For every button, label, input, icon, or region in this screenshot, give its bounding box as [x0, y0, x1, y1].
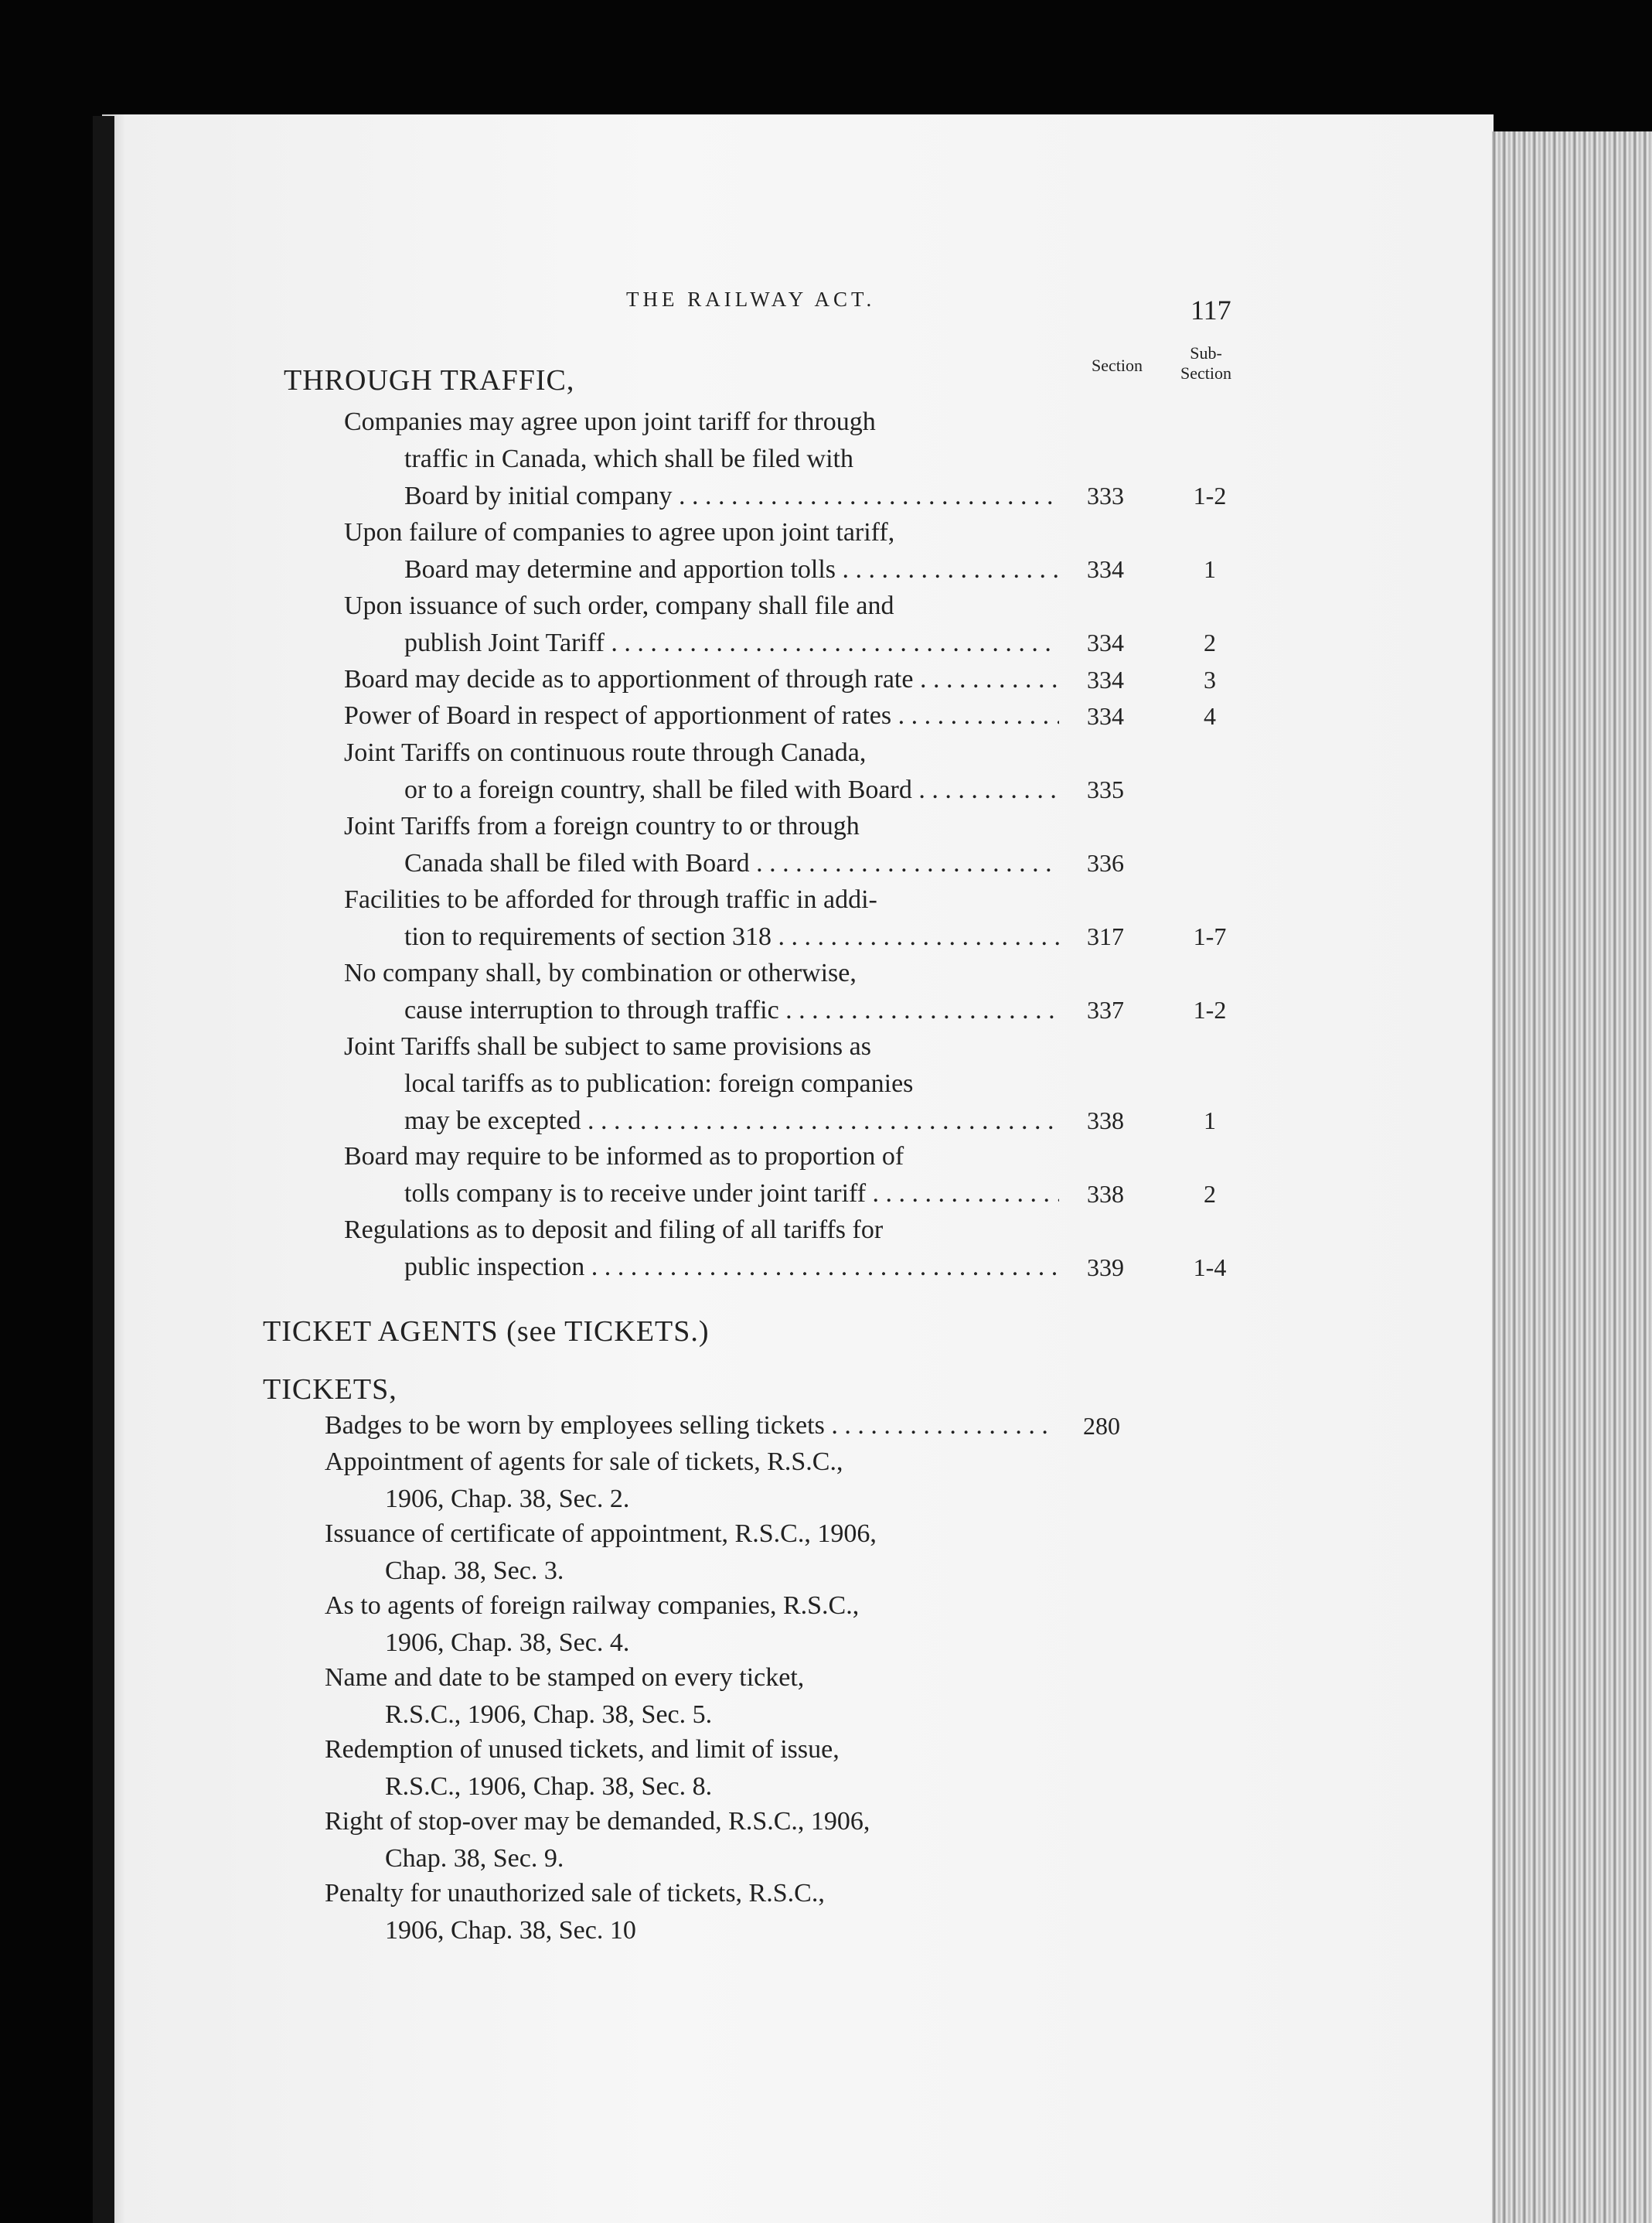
book-binding-shadow — [93, 116, 114, 2223]
index-entry — [325, 1659, 1055, 1734]
index-entry-text: tolls company is to receive under joint tariff . . . — [404, 1179, 1059, 1208]
index-entry-text: 1906, Chap. 38, Sec. 2. — [385, 1484, 630, 1513]
index-entry-text: Issuance of certificate of appointment, R.S.C., 1906, — [325, 1519, 877, 1548]
subsection-column-header-line1: Sub- — [1190, 343, 1222, 363]
index-entry-line — [344, 1138, 1059, 1175]
index-entry — [344, 661, 1059, 698]
index-entry-line — [344, 808, 1059, 845]
index-entry-text: Redemption of unused tickets, and limit of issue, — [325, 1734, 840, 1764]
category-heading-tickets: TICKETS, — [263, 1373, 397, 1406]
index-entry-line — [344, 404, 1059, 441]
subsection-number: 1-7 — [1193, 922, 1227, 950]
index-entry — [344, 1138, 1059, 1212]
category-heading-through-traffic: THROUGH TRAFFIC, — [284, 364, 575, 397]
section-number: 338 — [1087, 1179, 1124, 1208]
index-entry-text: R.S.C., 1906, Chap. 38, Sec. 8. — [385, 1771, 713, 1801]
index-entry — [344, 514, 1059, 588]
index-entry-line — [325, 1553, 1055, 1590]
index-entry — [344, 697, 1059, 735]
index-entry — [325, 1587, 1055, 1662]
index-entry-text: Chap. 38, Sec. 9. — [385, 1843, 564, 1873]
section-number: 280 — [1083, 1412, 1120, 1440]
index-entry — [344, 1028, 1059, 1140]
subsection-number: 1-2 — [1193, 996, 1227, 1024]
index-entry-line — [344, 625, 1059, 662]
index-entry — [344, 955, 1059, 1029]
index-entry-text: Companies may agree upon joint tariff for through — [344, 407, 876, 436]
index-entry-text: Canada shall be filed with Board . . . — [404, 849, 1059, 878]
index-entry — [325, 1516, 1055, 1590]
index-entry-line — [344, 478, 1059, 515]
index-entry-text: Right of stop-over may be demanded, R.S.C., 1906, — [325, 1806, 870, 1836]
index-entry-line — [344, 441, 1059, 478]
index-entry-line — [344, 1103, 1059, 1140]
index-entry-line — [344, 919, 1059, 956]
page-edges-stack — [1492, 131, 1652, 2223]
subsection-number: 3 — [1204, 665, 1216, 694]
index-entry-text: R.S.C., 1906, Chap. 38, Sec. 5. — [385, 1700, 713, 1729]
section-number: 337 — [1087, 996, 1124, 1024]
index-entry-text: Power of Board in respect of apportionment of rates . . . — [344, 701, 1059, 730]
index-entry — [325, 1875, 1055, 1949]
index-entry-line — [325, 1587, 1055, 1625]
subsection-column-header-line2: Section — [1180, 363, 1231, 383]
index-entry-text: Board by initial company . . . — [404, 482, 1059, 510]
index-entry-text: Regulations as to deposit and filing of all tariffs for — [344, 1215, 884, 1244]
index-entry-line — [344, 881, 1059, 919]
index-entry — [344, 1212, 1059, 1286]
index-entry-text: No company shall, by combination or otherwise, — [344, 958, 857, 987]
index-entry-line — [325, 1840, 1055, 1877]
index-entry-line — [344, 1028, 1059, 1065]
section-number: 334 — [1087, 702, 1124, 730]
index-entry-line — [344, 661, 1059, 698]
index-entry-line — [344, 845, 1059, 882]
index-entry-text: cause interruption to through traffic . . . — [404, 996, 1059, 1025]
subsection-number: 1 — [1204, 1106, 1216, 1134]
index-entry-line — [325, 1768, 1055, 1805]
index-entry-text: 1906, Chap. 38, Sec. 10 — [385, 1915, 636, 1945]
section-number: 336 — [1087, 849, 1124, 877]
subsection-number: 1-2 — [1193, 482, 1227, 510]
index-entry-line — [325, 1407, 1055, 1444]
section-number: 338 — [1087, 1106, 1124, 1134]
index-entry-line — [344, 1212, 1059, 1249]
index-entry-line — [344, 772, 1059, 809]
index-entry-line — [344, 1249, 1059, 1286]
index-entry-line — [325, 1696, 1055, 1734]
index-entry — [344, 404, 1059, 515]
page-number: 117 — [1190, 295, 1231, 326]
section-number: 317 — [1087, 922, 1124, 950]
index-entry-line — [325, 1803, 1055, 1840]
index-entry-text: public inspection . . . — [404, 1253, 1059, 1281]
index-entry-text: may be excepted . . . — [404, 1106, 1059, 1135]
index-entry-line — [325, 1516, 1055, 1553]
index-entry-text: Board may decide as to apportionment of through rate . . . — [344, 665, 1059, 694]
index-entry-text: Name and date to be stamped on every ticket, — [325, 1662, 805, 1692]
subsection-number: 1 — [1204, 555, 1216, 583]
index-entry — [344, 588, 1059, 662]
index-entry-line — [344, 697, 1059, 735]
subsection-number: 1-4 — [1193, 1253, 1227, 1281]
index-entry-text: traffic in Canada, which shall be filed with — [404, 445, 853, 473]
section-number: 334 — [1087, 629, 1124, 656]
index-entry — [325, 1407, 1055, 1444]
index-entry-line — [325, 1912, 1055, 1949]
index-entry-text: local tariffs as to publication: foreign companies — [404, 1069, 914, 1098]
index-entry-line — [344, 992, 1059, 1029]
index-entry-text: Appointment of agents for sale of tickets, R.S.C., — [325, 1447, 843, 1476]
index-entry-text: Board may require to be informed as to proportion of — [344, 1142, 904, 1171]
index-entry-line — [344, 514, 1059, 551]
subsection-number: 2 — [1204, 629, 1216, 656]
index-entry — [325, 1444, 1055, 1518]
category-heading-ticket-agents: TICKET AGENTS (see TICKETS.) — [263, 1315, 710, 1348]
index-entry-line — [344, 588, 1059, 625]
index-entry — [344, 881, 1059, 956]
index-entry-text: Badges to be worn by employees selling tickets . . . — [325, 1411, 1055, 1440]
index-entry-text: Board may determine and apportion tolls . . . — [404, 555, 1059, 584]
index-entry-text: Facilities to be afforded for through traffic in addi- — [344, 885, 877, 914]
index-entry-line — [325, 1444, 1055, 1481]
index-entry — [325, 1803, 1055, 1877]
index-entry-text: Joint Tariffs from a foreign country to or through — [344, 811, 860, 840]
index-entry — [325, 1731, 1055, 1805]
index-entry-text: As to agents of foreign railway companies, R.S.C., — [325, 1591, 860, 1620]
index-entry-text: tion to requirements of section 318 . . . — [404, 922, 1059, 951]
index-entry-text: 1906, Chap. 38, Sec. 4. — [385, 1628, 630, 1657]
index-entry-text: Chap. 38, Sec. 3. — [385, 1556, 564, 1585]
index-entry-line — [344, 551, 1059, 588]
index-entry-text: publish Joint Tariff . . . — [404, 629, 1059, 657]
section-number: 334 — [1087, 555, 1124, 583]
index-entry-line — [344, 1065, 1059, 1103]
index-entry-text: or to a foreign country, shall be filed with Board . . . — [404, 776, 1059, 804]
section-number: 335 — [1087, 776, 1124, 803]
subsection-number: 2 — [1204, 1179, 1216, 1208]
index-entry-line — [344, 1175, 1059, 1212]
subsection-number: 4 — [1204, 702, 1216, 730]
index-entry-line — [325, 1625, 1055, 1662]
index-entry-line — [344, 955, 1059, 992]
index-entry-line — [325, 1659, 1055, 1696]
index-entry-line — [344, 735, 1059, 772]
section-number: 339 — [1087, 1253, 1124, 1281]
index-entry-text: Penalty for unauthorized sale of tickets, R.S.C., — [325, 1878, 825, 1908]
index-entry — [344, 808, 1059, 882]
index-entry-text: Joint Tariffs shall be subject to same provisions as — [344, 1031, 871, 1061]
index-entry-line — [325, 1875, 1055, 1912]
section-column-header: Section — [1092, 356, 1143, 375]
index-entry-text: Upon failure of companies to agree upon joint tariff, — [344, 517, 895, 547]
index-entry-text: Upon issuance of such order, company shall file and — [344, 591, 894, 620]
section-number: 334 — [1087, 665, 1124, 694]
index-entry-text: Joint Tariffs on continuous route through Canada, — [344, 738, 867, 767]
running-title: THE RAILWAY ACT. — [626, 288, 876, 311]
index-entry-line — [325, 1481, 1055, 1518]
index-entry — [344, 735, 1059, 809]
index-entry-line — [325, 1731, 1055, 1768]
section-number: 333 — [1087, 482, 1124, 510]
